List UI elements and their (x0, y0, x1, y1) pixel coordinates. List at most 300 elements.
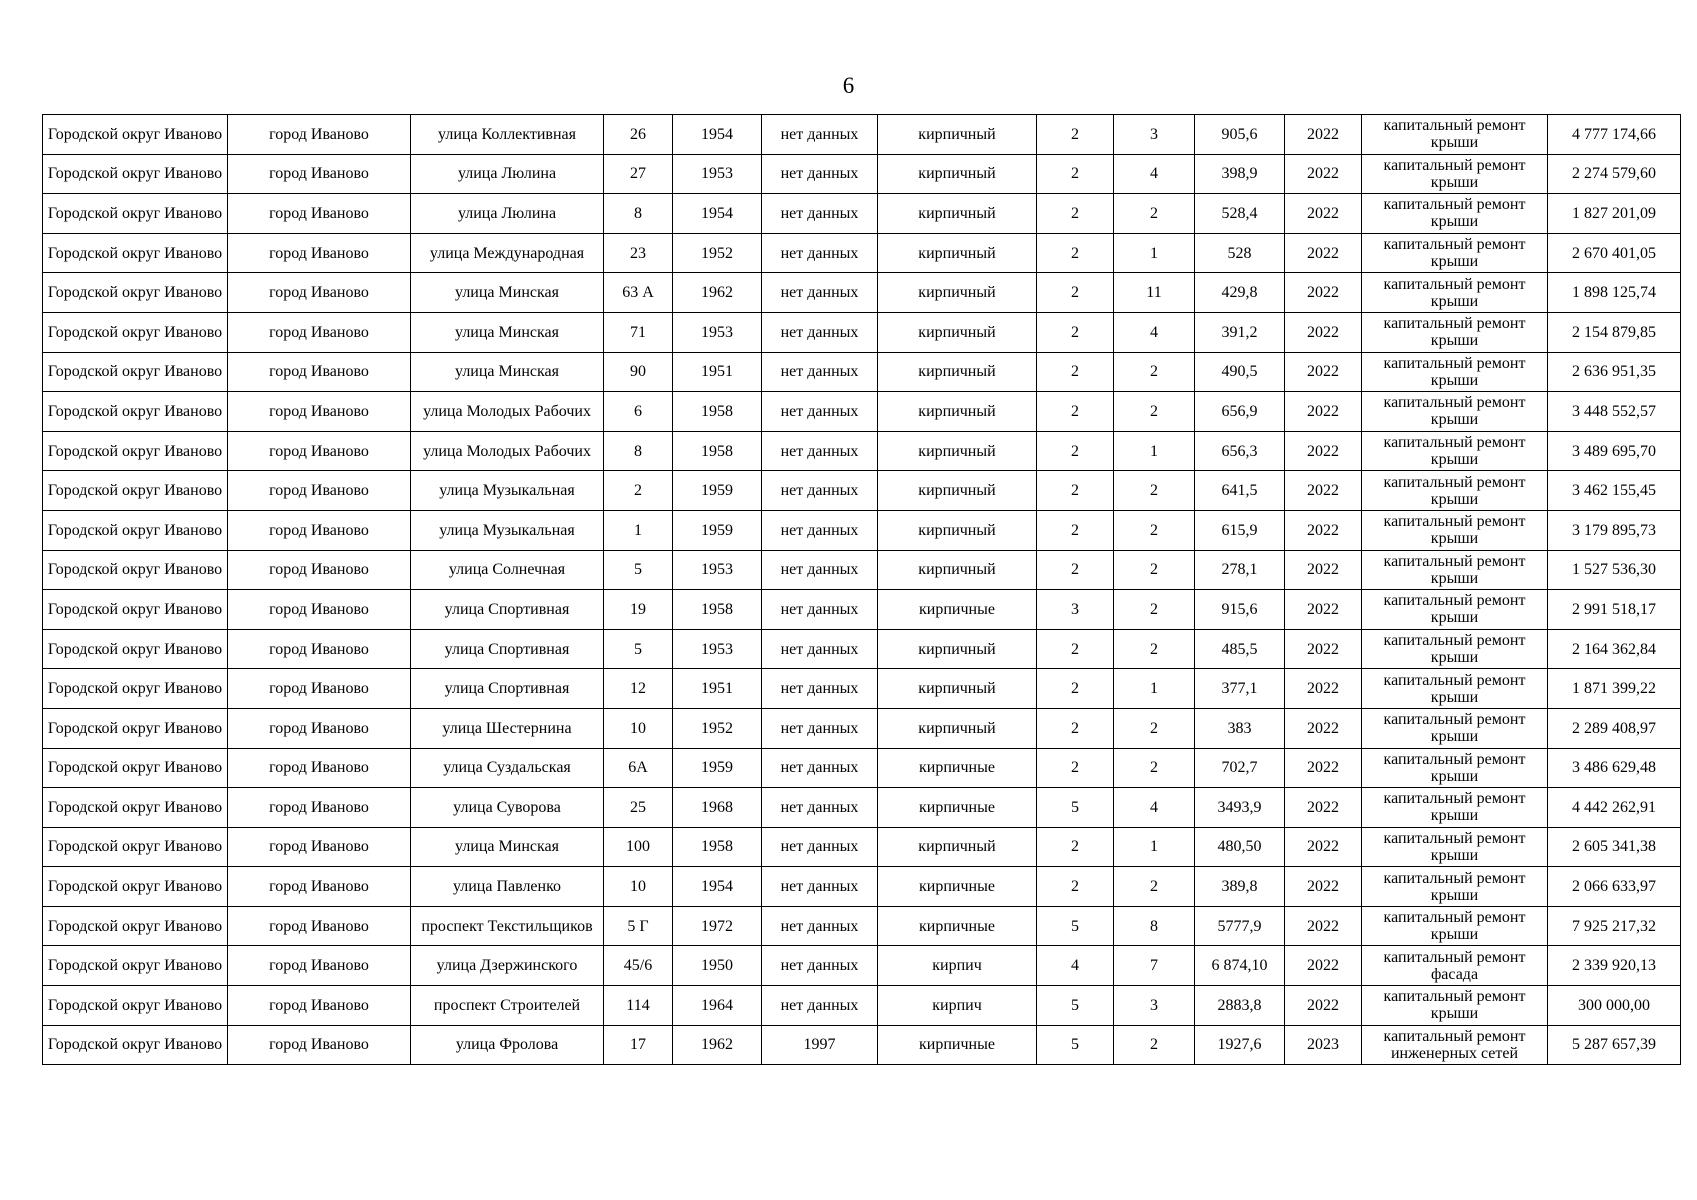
house-number-cell: 6А (604, 748, 673, 788)
table-body (43, 115, 1681, 1065)
municipality-cell: Городской округ Иваново (43, 748, 228, 788)
street-cell: улица Солнечная (411, 550, 604, 590)
house-number-cell: 23 (604, 233, 673, 273)
settlement-cell: город Иваново (228, 352, 411, 392)
house-number-cell: 100 (604, 827, 673, 867)
cost-cell: 3 179 895,73 (1548, 510, 1681, 550)
street-cell: улица Минская (411, 273, 604, 313)
settlement-cell: город Иваново (228, 906, 411, 946)
wall-material-cell: кирпичный (878, 471, 1037, 511)
settlement-cell: город Иваново (228, 154, 411, 194)
cost-cell: 2 289 408,97 (1548, 708, 1681, 748)
work-type-cell: капитальный ремонт крыши (1362, 273, 1548, 313)
cost-cell: 1 871 399,22 (1548, 669, 1681, 709)
area-cell: 905,6 (1195, 115, 1285, 155)
last-repair-year-cell: 1997 (762, 1025, 878, 1065)
table-row (43, 352, 1681, 392)
floors-cell: 5 (1037, 906, 1114, 946)
wall-material-cell: кирпичные (878, 1025, 1037, 1065)
area-cell: 5777,9 (1195, 906, 1285, 946)
area-cell: 391,2 (1195, 312, 1285, 352)
municipality-cell: Городской округ Иваново (43, 233, 228, 273)
area-cell: 615,9 (1195, 510, 1285, 550)
plan-year-cell: 2022 (1285, 629, 1362, 669)
cost-cell: 1 527 536,30 (1548, 550, 1681, 590)
year-built-cell: 1952 (673, 708, 762, 748)
year-built-cell: 1954 (673, 867, 762, 907)
floors-cell: 5 (1037, 788, 1114, 828)
last-repair-year-cell: нет данных (762, 115, 878, 155)
area-cell: 528,4 (1195, 194, 1285, 234)
cost-cell: 2 154 879,85 (1548, 312, 1681, 352)
wall-material-cell: кирпичный (878, 392, 1037, 432)
entrances-cell: 2 (1114, 352, 1195, 392)
year-built-cell: 1962 (673, 1025, 762, 1065)
wall-material-cell: кирпичный (878, 629, 1037, 669)
area-cell: 2883,8 (1195, 986, 1285, 1026)
house-number-cell: 71 (604, 312, 673, 352)
plan-year-cell: 2022 (1285, 708, 1362, 748)
area-cell: 915,6 (1195, 590, 1285, 630)
table-row (43, 867, 1681, 907)
plan-year-cell: 2022 (1285, 867, 1362, 907)
wall-material-cell: кирпичный (878, 550, 1037, 590)
municipality-cell: Городской округ Иваново (43, 590, 228, 630)
last-repair-year-cell: нет данных (762, 708, 878, 748)
work-type-cell: капитальный ремонт крыши (1362, 392, 1548, 432)
plan-year-cell: 2022 (1285, 748, 1362, 788)
floors-cell: 5 (1037, 1025, 1114, 1065)
plan-year-cell: 2022 (1285, 788, 1362, 828)
settlement-cell: город Иваново (228, 550, 411, 590)
cost-cell: 3 462 155,45 (1548, 471, 1681, 511)
last-repair-year-cell: нет данных (762, 194, 878, 234)
table-row (43, 906, 1681, 946)
municipality-cell: Городской округ Иваново (43, 550, 228, 590)
plan-year-cell: 2022 (1285, 392, 1362, 432)
floors-cell: 2 (1037, 867, 1114, 907)
settlement-cell: город Иваново (228, 312, 411, 352)
work-type-cell: капитальный ремонт крыши (1362, 550, 1548, 590)
last-repair-year-cell: нет данных (762, 352, 878, 392)
floors-cell: 2 (1037, 708, 1114, 748)
plan-year-cell: 2022 (1285, 352, 1362, 392)
last-repair-year-cell: нет данных (762, 748, 878, 788)
municipality-cell: Городской округ Иваново (43, 867, 228, 907)
area-cell: 490,5 (1195, 352, 1285, 392)
house-number-cell: 5 (604, 550, 673, 590)
floors-cell: 2 (1037, 233, 1114, 273)
municipality-cell: Городской округ Иваново (43, 906, 228, 946)
settlement-cell: город Иваново (228, 629, 411, 669)
settlement-cell: город Иваново (228, 708, 411, 748)
municipality-cell: Городской округ Иваново (43, 708, 228, 748)
table-row (43, 550, 1681, 590)
cost-cell: 4 777 174,66 (1548, 115, 1681, 155)
year-built-cell: 1950 (673, 946, 762, 986)
settlement-cell: город Иваново (228, 748, 411, 788)
wall-material-cell: кирпич (878, 946, 1037, 986)
municipality-cell: Городской округ Иваново (43, 827, 228, 867)
area-cell: 656,9 (1195, 392, 1285, 432)
plan-year-cell: 2022 (1285, 906, 1362, 946)
plan-year-cell: 2022 (1285, 986, 1362, 1026)
municipality-cell: Городской округ Иваново (43, 471, 228, 511)
work-type-cell: капитальный ремонт крыши (1362, 748, 1548, 788)
plan-year-cell: 2022 (1285, 233, 1362, 273)
entrances-cell: 2 (1114, 194, 1195, 234)
area-cell: 480,50 (1195, 827, 1285, 867)
last-repair-year-cell: нет данных (762, 233, 878, 273)
wall-material-cell: кирпичный (878, 194, 1037, 234)
wall-material-cell: кирпичный (878, 273, 1037, 313)
area-cell: 389,8 (1195, 867, 1285, 907)
street-cell: улица Минская (411, 352, 604, 392)
last-repair-year-cell: нет данных (762, 273, 878, 313)
street-cell: улица Люлина (411, 194, 604, 234)
cost-cell: 2 636 951,35 (1548, 352, 1681, 392)
wall-material-cell: кирпич (878, 986, 1037, 1026)
table-row (43, 510, 1681, 550)
cost-cell: 3 489 695,70 (1548, 431, 1681, 471)
wall-material-cell: кирпичный (878, 708, 1037, 748)
year-built-cell: 1951 (673, 352, 762, 392)
house-number-cell: 1 (604, 510, 673, 550)
municipality-cell: Городской округ Иваново (43, 352, 228, 392)
wall-material-cell: кирпичный (878, 154, 1037, 194)
year-built-cell: 1962 (673, 273, 762, 313)
work-type-cell: капитальный ремонт крыши (1362, 510, 1548, 550)
table-row (43, 827, 1681, 867)
table-row (43, 194, 1681, 234)
cost-cell: 7 925 217,32 (1548, 906, 1681, 946)
street-cell: улица Спортивная (411, 629, 604, 669)
floors-cell: 2 (1037, 352, 1114, 392)
last-repair-year-cell: нет данных (762, 669, 878, 709)
year-built-cell: 1953 (673, 629, 762, 669)
settlement-cell: город Иваново (228, 669, 411, 709)
cost-cell: 1 827 201,09 (1548, 194, 1681, 234)
house-number-cell: 26 (604, 115, 673, 155)
wall-material-cell: кирпичные (878, 748, 1037, 788)
entrances-cell: 1 (1114, 669, 1195, 709)
street-cell: улица Люлина (411, 154, 604, 194)
floors-cell: 2 (1037, 312, 1114, 352)
cost-cell: 5 287 657,39 (1548, 1025, 1681, 1065)
table-row (43, 986, 1681, 1026)
last-repair-year-cell: нет данных (762, 986, 878, 1026)
settlement-cell: город Иваново (228, 510, 411, 550)
work-type-cell: капитальный ремонт фасада (1362, 946, 1548, 986)
table-row (43, 392, 1681, 432)
table-row (43, 788, 1681, 828)
work-type-cell: капитальный ремонт крыши (1362, 154, 1548, 194)
year-built-cell: 1958 (673, 431, 762, 471)
municipality-cell: Городской округ Иваново (43, 629, 228, 669)
entrances-cell: 1 (1114, 233, 1195, 273)
house-number-cell: 27 (604, 154, 673, 194)
street-cell: улица Международная (411, 233, 604, 273)
house-number-cell: 45/6 (604, 946, 673, 986)
table-row (43, 471, 1681, 511)
cost-cell: 1 898 125,74 (1548, 273, 1681, 313)
plan-year-cell: 2022 (1285, 273, 1362, 313)
house-number-cell: 10 (604, 708, 673, 748)
floors-cell: 2 (1037, 827, 1114, 867)
work-type-cell: капитальный ремонт крыши (1362, 867, 1548, 907)
cost-cell: 2 670 401,05 (1548, 233, 1681, 273)
wall-material-cell: кирпичные (878, 788, 1037, 828)
house-number-cell: 63 А (604, 273, 673, 313)
entrances-cell: 7 (1114, 946, 1195, 986)
floors-cell: 3 (1037, 590, 1114, 630)
area-cell: 383 (1195, 708, 1285, 748)
settlement-cell: город Иваново (228, 867, 411, 907)
floors-cell: 2 (1037, 431, 1114, 471)
housing-registry-table (42, 114, 1681, 1065)
street-cell: улица Молодых Рабочих (411, 392, 604, 432)
year-built-cell: 1958 (673, 392, 762, 432)
street-cell: улица Музыкальная (411, 471, 604, 511)
work-type-cell: капитальный ремонт крыши (1362, 590, 1548, 630)
floors-cell: 2 (1037, 550, 1114, 590)
cost-cell: 2 164 362,84 (1548, 629, 1681, 669)
floors-cell: 2 (1037, 510, 1114, 550)
entrances-cell: 2 (1114, 550, 1195, 590)
entrances-cell: 2 (1114, 708, 1195, 748)
entrances-cell: 2 (1114, 1025, 1195, 1065)
work-type-cell: капитальный ремонт крыши (1362, 708, 1548, 748)
plan-year-cell: 2022 (1285, 194, 1362, 234)
entrances-cell: 2 (1114, 867, 1195, 907)
floors-cell: 2 (1037, 154, 1114, 194)
last-repair-year-cell: нет данных (762, 906, 878, 946)
last-repair-year-cell: нет данных (762, 154, 878, 194)
street-cell: улица Дзержинского (411, 946, 604, 986)
table-row (43, 629, 1681, 669)
house-number-cell: 17 (604, 1025, 673, 1065)
area-cell: 702,7 (1195, 748, 1285, 788)
street-cell: улица Коллективная (411, 115, 604, 155)
street-cell: улица Молодых Рабочих (411, 431, 604, 471)
house-number-cell: 5 (604, 629, 673, 669)
table-row (43, 946, 1681, 986)
wall-material-cell: кирпичный (878, 431, 1037, 471)
plan-year-cell: 2022 (1285, 510, 1362, 550)
settlement-cell: город Иваново (228, 1025, 411, 1065)
work-type-cell: капитальный ремонт инженерных сетей (1362, 1025, 1548, 1065)
year-built-cell: 1964 (673, 986, 762, 1026)
year-built-cell: 1968 (673, 788, 762, 828)
table-row (43, 154, 1681, 194)
settlement-cell: город Иваново (228, 986, 411, 1026)
work-type-cell: капитальный ремонт крыши (1362, 471, 1548, 511)
entrances-cell: 2 (1114, 629, 1195, 669)
last-repair-year-cell: нет данных (762, 471, 878, 511)
plan-year-cell: 2023 (1285, 1025, 1362, 1065)
table-row (43, 273, 1681, 313)
entrances-cell: 3 (1114, 986, 1195, 1026)
settlement-cell: город Иваново (228, 233, 411, 273)
settlement-cell: город Иваново (228, 827, 411, 867)
settlement-cell: город Иваново (228, 273, 411, 313)
wall-material-cell: кирпичные (878, 867, 1037, 907)
work-type-cell: капитальный ремонт крыши (1362, 906, 1548, 946)
floors-cell: 2 (1037, 115, 1114, 155)
street-cell: улица Спортивная (411, 669, 604, 709)
wall-material-cell: кирпичный (878, 115, 1037, 155)
street-cell: улица Фролова (411, 1025, 604, 1065)
floors-cell: 4 (1037, 946, 1114, 986)
last-repair-year-cell: нет данных (762, 629, 878, 669)
floors-cell: 2 (1037, 471, 1114, 511)
year-built-cell: 1958 (673, 827, 762, 867)
entrances-cell: 1 (1114, 431, 1195, 471)
municipality-cell: Городской округ Иваново (43, 115, 228, 155)
house-number-cell: 8 (604, 431, 673, 471)
settlement-cell: город Иваново (228, 788, 411, 828)
wall-material-cell: кирпичные (878, 906, 1037, 946)
cost-cell: 2 066 633,97 (1548, 867, 1681, 907)
floors-cell: 2 (1037, 194, 1114, 234)
entrances-cell: 4 (1114, 312, 1195, 352)
entrances-cell: 2 (1114, 392, 1195, 432)
wall-material-cell: кирпичный (878, 352, 1037, 392)
area-cell: 6 874,10 (1195, 946, 1285, 986)
cost-cell: 2 991 518,17 (1548, 590, 1681, 630)
area-cell: 3493,9 (1195, 788, 1285, 828)
wall-material-cell: кирпичный (878, 233, 1037, 273)
floors-cell: 5 (1037, 986, 1114, 1026)
municipality-cell: Городской округ Иваново (43, 431, 228, 471)
house-number-cell: 10 (604, 867, 673, 907)
municipality-cell: Городской округ Иваново (43, 669, 228, 709)
last-repair-year-cell: нет данных (762, 550, 878, 590)
street-cell: улица Суворова (411, 788, 604, 828)
wall-material-cell: кирпичный (878, 510, 1037, 550)
municipality-cell: Городской округ Иваново (43, 986, 228, 1026)
last-repair-year-cell: нет данных (762, 788, 878, 828)
area-cell: 485,5 (1195, 629, 1285, 669)
plan-year-cell: 2022 (1285, 550, 1362, 590)
year-built-cell: 1954 (673, 194, 762, 234)
street-cell: проспект Строителей (411, 986, 604, 1026)
entrances-cell: 1 (1114, 827, 1195, 867)
municipality-cell: Городской округ Иваново (43, 312, 228, 352)
area-cell: 656,3 (1195, 431, 1285, 471)
street-cell: улица Музыкальная (411, 510, 604, 550)
table-row (43, 233, 1681, 273)
wall-material-cell: кирпичный (878, 669, 1037, 709)
area-cell: 528 (1195, 233, 1285, 273)
cost-cell: 2 339 920,13 (1548, 946, 1681, 986)
municipality-cell: Городской округ Иваново (43, 1025, 228, 1065)
year-built-cell: 1959 (673, 510, 762, 550)
work-type-cell: капитальный ремонт крыши (1362, 233, 1548, 273)
work-type-cell: капитальный ремонт крыши (1362, 194, 1548, 234)
work-type-cell: капитальный ремонт крыши (1362, 115, 1548, 155)
settlement-cell: город Иваново (228, 431, 411, 471)
street-cell: улица Минская (411, 312, 604, 352)
entrances-cell: 2 (1114, 510, 1195, 550)
floors-cell: 2 (1037, 273, 1114, 313)
plan-year-cell: 2022 (1285, 827, 1362, 867)
entrances-cell: 8 (1114, 906, 1195, 946)
floors-cell: 2 (1037, 748, 1114, 788)
municipality-cell: Городской округ Иваново (43, 788, 228, 828)
area-cell: 429,8 (1195, 273, 1285, 313)
area-cell: 641,5 (1195, 471, 1285, 511)
area-cell: 1927,6 (1195, 1025, 1285, 1065)
street-cell: проспект Текстильщиков (411, 906, 604, 946)
year-built-cell: 1959 (673, 471, 762, 511)
work-type-cell: капитальный ремонт крыши (1362, 312, 1548, 352)
table-row (43, 748, 1681, 788)
year-built-cell: 1972 (673, 906, 762, 946)
plan-year-cell: 2022 (1285, 946, 1362, 986)
floors-cell: 2 (1037, 669, 1114, 709)
entrances-cell: 3 (1114, 115, 1195, 155)
wall-material-cell: кирпичный (878, 312, 1037, 352)
settlement-cell: город Иваново (228, 471, 411, 511)
plan-year-cell: 2022 (1285, 669, 1362, 709)
house-number-cell: 2 (604, 471, 673, 511)
last-repair-year-cell: нет данных (762, 392, 878, 432)
area-cell: 377,1 (1195, 669, 1285, 709)
entrances-cell: 2 (1114, 748, 1195, 788)
plan-year-cell: 2022 (1285, 431, 1362, 471)
house-number-cell: 6 (604, 392, 673, 432)
cost-cell: 2 605 341,38 (1548, 827, 1681, 867)
house-number-cell: 5 Г (604, 906, 673, 946)
floors-cell: 2 (1037, 629, 1114, 669)
table-row (43, 1025, 1681, 1065)
work-type-cell: капитальный ремонт крыши (1362, 788, 1548, 828)
year-built-cell: 1954 (673, 115, 762, 155)
plan-year-cell: 2022 (1285, 154, 1362, 194)
plan-year-cell: 2022 (1285, 115, 1362, 155)
entrances-cell: 11 (1114, 273, 1195, 313)
work-type-cell: капитальный ремонт крыши (1362, 431, 1548, 471)
work-type-cell: капитальный ремонт крыши (1362, 669, 1548, 709)
plan-year-cell: 2022 (1285, 590, 1362, 630)
settlement-cell: город Иваново (228, 392, 411, 432)
street-cell: улица Спортивная (411, 590, 604, 630)
municipality-cell: Городской округ Иваново (43, 510, 228, 550)
municipality-cell: Городской округ Иваново (43, 946, 228, 986)
page-number: 6 (842, 73, 855, 98)
plan-year-cell: 2022 (1285, 471, 1362, 511)
table-row (43, 115, 1681, 155)
street-cell: улица Суздальская (411, 748, 604, 788)
municipality-cell: Городской округ Иваново (43, 154, 228, 194)
last-repair-year-cell: нет данных (762, 827, 878, 867)
wall-material-cell: кирпичный (878, 827, 1037, 867)
work-type-cell: капитальный ремонт крыши (1362, 986, 1548, 1026)
work-type-cell: капитальный ремонт крыши (1362, 352, 1548, 392)
year-built-cell: 1958 (673, 590, 762, 630)
street-cell: улица Павленко (411, 867, 604, 907)
year-built-cell: 1952 (673, 233, 762, 273)
area-cell: 278,1 (1195, 550, 1285, 590)
street-cell: улица Шестернина (411, 708, 604, 748)
last-repair-year-cell: нет данных (762, 431, 878, 471)
settlement-cell: город Иваново (228, 115, 411, 155)
house-number-cell: 114 (604, 986, 673, 1026)
settlement-cell: город Иваново (228, 590, 411, 630)
municipality-cell: Городской округ Иваново (43, 273, 228, 313)
last-repair-year-cell: нет данных (762, 590, 878, 630)
